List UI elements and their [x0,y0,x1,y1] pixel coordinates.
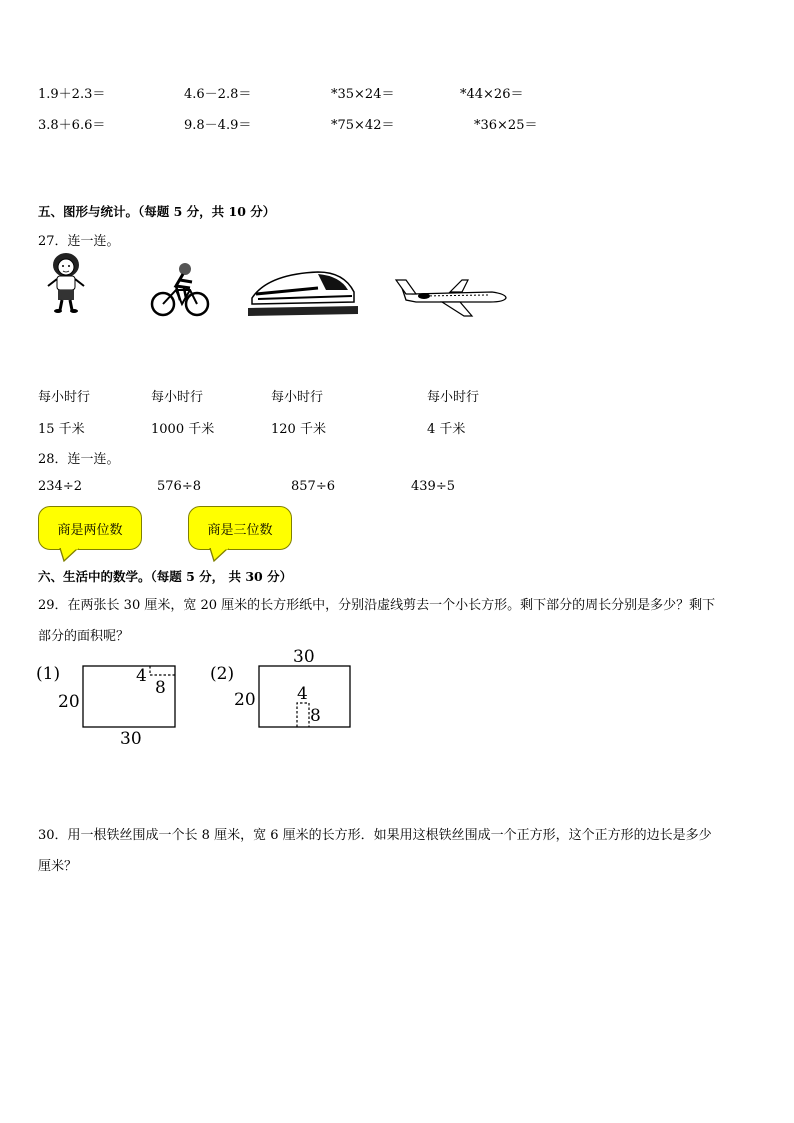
question-30-line-2: 厘米？ [38,859,78,874]
bubble-three-digit-label: 商是三位数 [188,506,292,550]
bubble-three-digit [188,506,296,566]
walking-girl-picture [42,252,90,314]
question-28: 28．连一连。 [38,452,120,467]
figure-2-height: 20 [234,690,256,710]
equation-4: *44×26＝ [460,87,524,102]
bubble-tail-icon [58,548,84,562]
figure-1-cut-width: 4 [136,666,147,686]
equation-5: 3.8＋6.6＝ [38,118,106,133]
figure-1-width: 30 [120,729,142,749]
speed-label-2: 每小时行 [151,390,204,405]
equation-7: *75×42＝ [331,118,395,133]
question-29-line-2: 部分的面积呢？ [38,629,130,644]
speed-value-1: 15 千米 [38,422,85,437]
train-picture [248,266,358,318]
question-29-line-1: 29．在两张长 30 厘米，宽 20 厘米的长方形纸中，分别沿虚线剪去一个小长方形。剩下部分的周长分别是多少？剩下 [38,598,716,613]
airplane-picture [394,274,510,318]
bubble-two-digit [38,506,146,566]
division-2: 576÷8 [157,479,201,494]
figure-2-cut-width: 4 [297,684,308,704]
division-3: 857÷6 [291,479,335,494]
bubble-two-digit-label: 商是两位数 [38,506,142,550]
figure-2-width: 30 [293,647,315,667]
equation-1: 1.9＋2.3＝ [38,87,106,102]
figure-2-cut-height: 8 [310,706,321,726]
figure-1-label: (1) [36,664,61,684]
cyclist-picture [150,262,210,318]
speed-label-3: 每小时行 [271,390,324,405]
question-27: 27．连一连。 [38,234,120,249]
equation-3: *35×24＝ [331,87,395,102]
equation-6: 9.8－4.9＝ [184,118,252,133]
speed-label-4: 每小时行 [427,390,480,405]
division-1: 234÷2 [38,479,82,494]
figure-2-label: (2) [210,664,235,684]
section-6-title: 六、生活中的数学。（每题 5 分， 共 30 分） [38,569,293,584]
figure-1-height: 20 [58,692,80,712]
bubble-tail-icon [208,548,234,562]
equation-2: 4.6－2.8＝ [184,87,252,102]
equation-8: *36×25＝ [474,118,538,133]
question-30-line-1: 30．用一根铁丝围成一个长 8 厘米，宽 6 厘米的长方形．如果用这根铁丝围成一个正方形，这个正方形的边长是多少 [38,828,712,843]
speed-value-3: 120 千米 [271,422,326,437]
speed-value-2: 1000 千米 [151,422,215,437]
figure-1-cut-height: 8 [155,678,166,698]
speed-label-1: 每小时行 [38,390,91,405]
division-4: 439÷5 [411,479,455,494]
section-5-title: 五、图形与统计。（每题 5 分，共 10 分） [38,204,276,219]
speed-value-4: 4 千米 [427,422,466,437]
